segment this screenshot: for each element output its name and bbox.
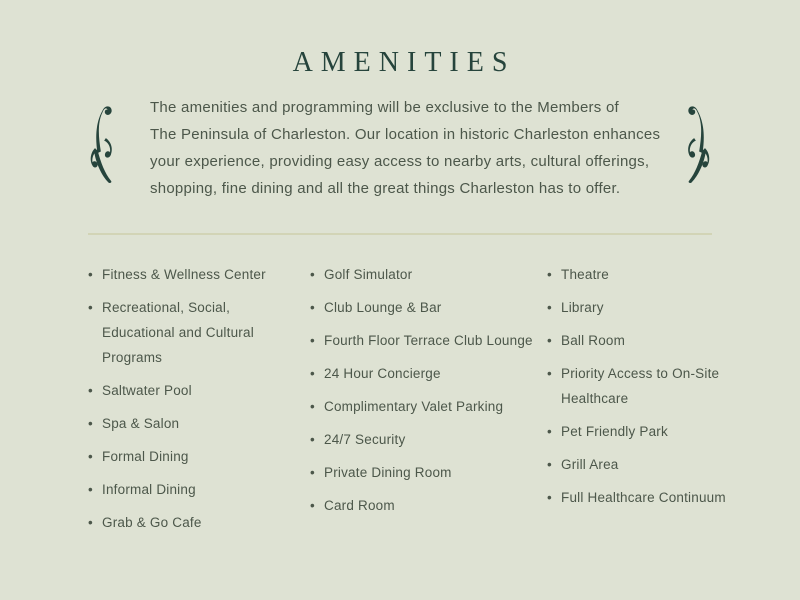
flourish-left-icon [85, 94, 115, 194]
bullet-icon: • [310, 333, 315, 348]
list-item-label: Club Lounge & Bar [324, 300, 442, 315]
list-item-label: Recreational, Social, Educational and Cultural Programs [102, 300, 254, 365]
list-item-label: Formal Dining [102, 449, 189, 464]
flourish-right-icon [685, 94, 715, 194]
bullet-icon: • [547, 300, 552, 315]
intro-line: The Peninsula of Charleston. Our location in historic Charleston enhances [150, 126, 661, 143]
list-item-label: Fitness & Wellness Center [102, 267, 266, 282]
intro-row [0, 92, 800, 202]
bullet-icon: • [88, 300, 93, 315]
list-item-label: Pet Friendly Park [561, 424, 668, 439]
amenities-column-2 [310, 262, 547, 543]
amenities-columns [88, 262, 800, 543]
bullet-icon: • [310, 267, 315, 282]
list-item [88, 477, 310, 502]
bullet-icon: • [88, 383, 93, 398]
list-item-label: Private Dining Room [324, 465, 452, 480]
list-item [88, 262, 310, 287]
list-item-label: Priority Access to On-Site Healthcare [561, 366, 720, 406]
list-item-label: Fourth Floor Terrace Club Lounge [324, 333, 533, 348]
intro-line: The amenities and programming will be exclusive to the Members of [150, 99, 619, 116]
list-item [310, 262, 547, 287]
list-item [88, 444, 310, 469]
list-item [88, 510, 310, 535]
list-item-label: Spa & Salon [102, 416, 180, 431]
list-item-label: Card Room [324, 498, 395, 513]
list-item [310, 295, 547, 320]
bullet-icon: • [547, 490, 552, 505]
list-item-label: 24/7 Security [324, 432, 406, 447]
bullet-icon: • [310, 399, 315, 414]
list-item [547, 485, 733, 510]
page-title: AMENITIES [292, 47, 516, 78]
bullet-icon: • [310, 498, 315, 513]
intro-paragraph [150, 92, 660, 202]
list-item-label: Grab & Go Cafe [102, 515, 202, 530]
list-item-label: Ball Room [561, 333, 626, 348]
list-item [547, 361, 733, 411]
bullet-icon: • [310, 465, 315, 480]
list-item [88, 411, 310, 436]
bullet-icon: • [547, 267, 552, 282]
list-item-label: Informal Dining [102, 482, 196, 497]
list-item [547, 452, 733, 477]
intro-line: shopping, fine dining and all the great things Charleston has to offer. [150, 180, 621, 197]
amenities-section [0, 47, 800, 600]
list-item-label: Saltwater Pool [102, 383, 192, 398]
list-item [310, 493, 547, 518]
bullet-icon: • [310, 432, 315, 447]
bullet-icon: • [88, 515, 93, 530]
list-item [547, 419, 733, 444]
bullet-icon: • [547, 457, 552, 472]
list-item [310, 427, 547, 452]
list-item-label: Golf Simulator [324, 267, 413, 282]
bullet-icon: • [88, 416, 93, 431]
list-item [547, 262, 733, 287]
list-item [88, 295, 310, 370]
bullet-icon: • [547, 366, 552, 381]
intro-line: your experience, providing easy access to nearby arts, cultural offerings, [150, 153, 650, 170]
bullet-icon: • [547, 424, 552, 439]
list-item-label: Theatre [561, 267, 609, 282]
amenities-column-3 [547, 262, 733, 543]
bullet-icon: • [310, 366, 315, 381]
list-item [547, 295, 733, 320]
list-item-label: Complimentary Valet Parking [324, 399, 504, 414]
list-item-label: Grill Area [561, 457, 619, 472]
bullet-icon: • [88, 449, 93, 464]
amenities-column-1 [88, 262, 310, 543]
list-item [310, 328, 547, 353]
list-item [310, 460, 547, 485]
bullet-icon: • [547, 333, 552, 348]
list-item [310, 394, 547, 419]
bullet-icon: • [88, 267, 93, 282]
list-item-label: 24 Hour Concierge [324, 366, 441, 381]
list-item-label: Full Healthcare Continuum [561, 490, 726, 505]
list-item-label: Library [561, 300, 604, 315]
divider [88, 233, 712, 235]
list-item [310, 361, 547, 386]
bullet-icon: • [88, 482, 93, 497]
list-item [88, 378, 310, 403]
list-item [547, 328, 733, 353]
bullet-icon: • [310, 300, 315, 315]
